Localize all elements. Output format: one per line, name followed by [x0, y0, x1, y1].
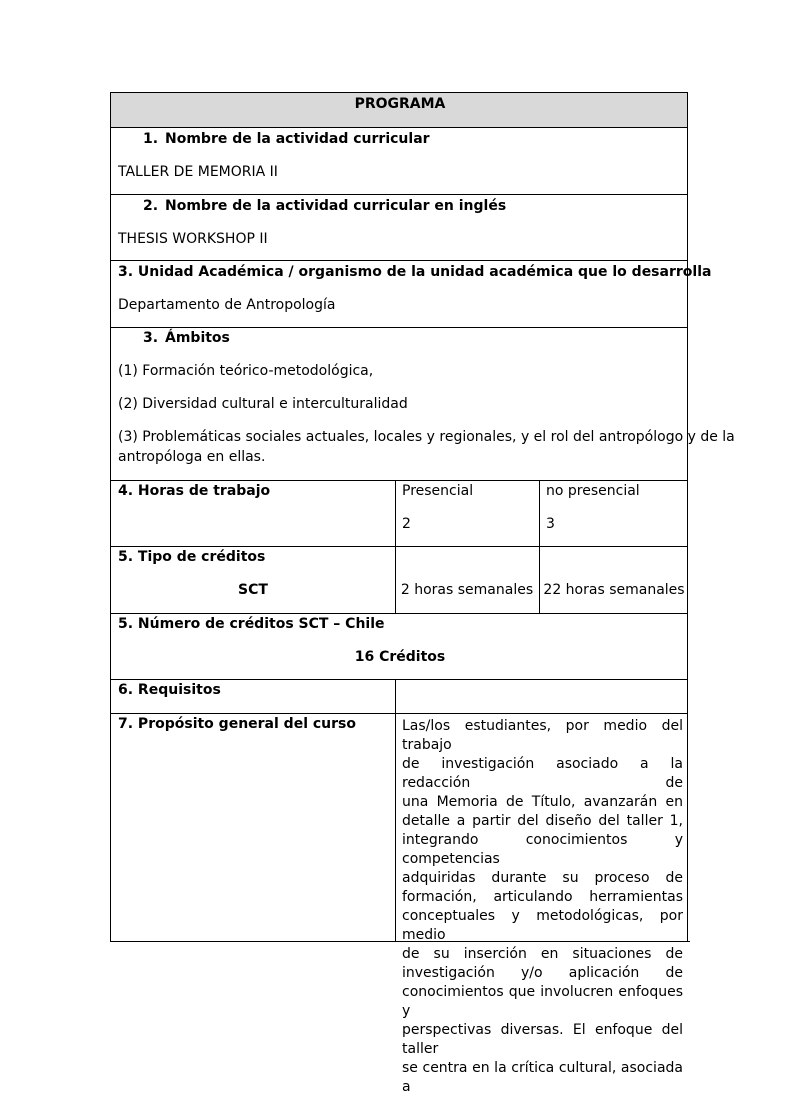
presencial-label: Presencial	[402, 483, 474, 499]
purpose-line: una Memoria de Título, avanzarán en	[402, 794, 683, 810]
no-presencial-label: no presencial	[546, 483, 640, 499]
purpose-line: se centra en la crítica cultural, asociada a	[402, 1060, 683, 1095]
section-5b-heading: 5. Número de créditos SCT – Chile	[118, 616, 385, 632]
purpose-line: de investigación asociado a la redacción de	[402, 756, 683, 791]
ambito-item: (2) Diversidad cultural e interculturalidad	[118, 396, 408, 412]
purpose-line: Las/los estudiantes, por medio del trabajo	[402, 718, 683, 753]
header-row	[110, 92, 688, 127]
column-divider	[539, 547, 540, 613]
purpose-line: conceptuales y metodológicas, por medio	[402, 908, 683, 943]
section-5-heading: 5. Tipo de créditos	[118, 549, 266, 565]
section-3-heading: 3. Unidad Académica / organismo de la unidad académica que lo desarrolla	[118, 264, 712, 280]
purpose-line: detalle a partir del diseño del taller 1,	[402, 813, 683, 829]
section-ambitos-row	[110, 327, 735, 480]
section-1-value: TALLER DE MEMORIA II	[118, 164, 278, 180]
section-7-row	[110, 713, 688, 1095]
section-6-heading: 6. Requisitos	[118, 682, 221, 698]
section-6-row	[110, 679, 688, 713]
credit-type-value: SCT	[238, 582, 268, 598]
column-divider	[395, 481, 396, 546]
ambitos-heading: Ámbitos	[165, 330, 230, 346]
ambito-item: (3) Problemáticas sociales actuales, locales y regionales, y el rol del antropólogo y de la	[118, 429, 735, 445]
section-2-value: THESIS WORKSHOP II	[118, 231, 268, 247]
column-divider	[539, 481, 540, 546]
section-4-heading: 4. Horas de trabajo	[118, 483, 271, 499]
presencial-hours: 2 horas semanales	[400, 582, 534, 598]
column-divider	[395, 714, 396, 942]
table-title: PROGRAMA	[354, 96, 446, 112]
purpose-line: perspectivas diversas. El enfoque del taller	[402, 1022, 683, 1057]
section-3-row	[110, 260, 712, 327]
ambitos-number: 3.	[143, 330, 159, 346]
purpose-line: conocimientos que involucren enfoques y	[402, 984, 683, 1019]
section-4-row	[110, 480, 688, 546]
credits-value: 16 Créditos	[354, 649, 446, 665]
purpose-line: integrando conocimientos y competencias	[402, 832, 683, 867]
column-divider	[395, 680, 396, 713]
section-7-heading: 7. Propósito general del curso	[118, 716, 356, 732]
section-5-row	[110, 546, 688, 613]
section-1-row	[110, 127, 688, 194]
no-presencial-hours: 22 horas semanales	[543, 582, 685, 598]
section-2-heading: Nombre de la actividad curricular en inglés	[165, 198, 507, 214]
section-5b-row	[110, 613, 688, 679]
purpose-line: de su inserción en situaciones de	[402, 946, 683, 962]
column-divider	[395, 547, 396, 613]
section-2-row	[110, 194, 688, 260]
purpose-line: investigación y/o aplicación de	[402, 965, 683, 981]
ambito-item: (1) Formación teórico-metodológica,	[118, 363, 374, 379]
section-3-value: Departamento de Antropología	[118, 297, 336, 313]
no-presencial-value: 3	[546, 516, 555, 532]
ambito-item: antropóloga en ellas.	[118, 449, 266, 465]
presencial-value: 2	[402, 516, 411, 532]
purpose-paragraph	[402, 717, 683, 1097]
section-1-heading: Nombre de la actividad curricular	[165, 131, 430, 147]
table-bottom-border	[110, 941, 690, 942]
section-1-number: 1.	[143, 131, 159, 147]
section-2-number: 2.	[143, 198, 159, 214]
purpose-line: adquiridas durante su proceso de	[402, 870, 683, 886]
purpose-line: formación, articulando herramientas	[402, 889, 683, 905]
